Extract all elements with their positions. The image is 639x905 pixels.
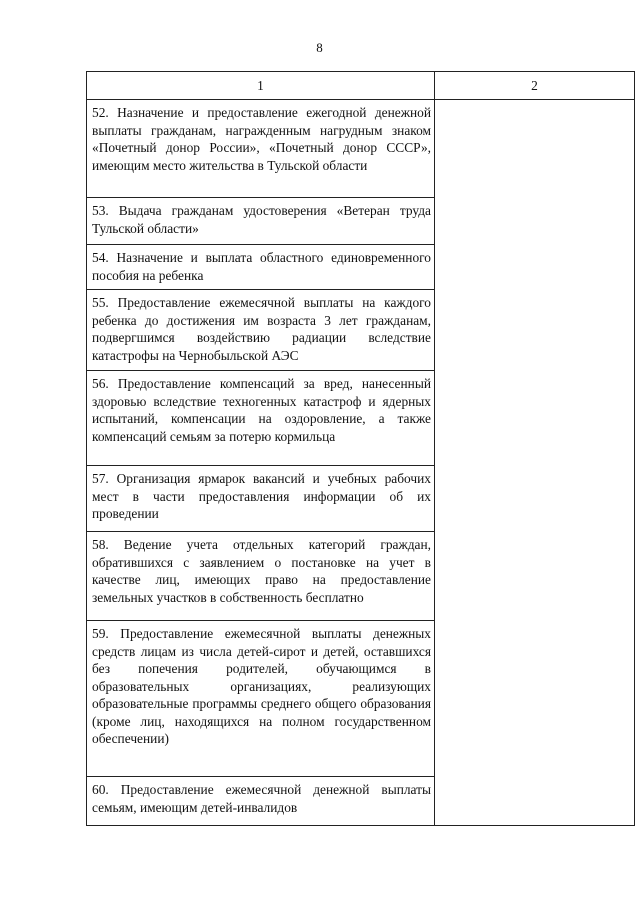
table-row <box>87 621 635 777</box>
empty-cell <box>435 466 635 532</box>
service-item-56: 56. Предоставление компенсаций за вред, нанесенный здоровью вследствие техногенных катастроф и ядерных испытаний, компенсации на оздоровление, а также компенсаций семьям за потерю кормильца <box>87 371 435 466</box>
column-header-1: 1 <box>87 72 435 100</box>
service-item-58: 58. Ведение учета отдельных категорий граждан, обратившихся с заявлением о постановке на учет в качестве лиц, имеющих право на предоставление земельных участков в собственность бесплатно <box>87 532 435 621</box>
empty-cell <box>435 100 635 198</box>
service-item-53: 53. Выдача гражданам удостоверения «Ветеран труда Тульской области» <box>87 198 435 245</box>
service-item-60: 60. Предоставление ежемесячной денежной выплаты семьям, имеющим детей-инвалидов <box>87 777 435 826</box>
empty-cell <box>435 532 635 621</box>
table-row <box>87 466 635 532</box>
empty-cell <box>435 290 635 371</box>
service-item-59: 59. Предоставление ежемесячной выплаты денежных средств лицам из числа детей-сирот и детей, оставшихся без попечения родителей, обучающимся в образовательных организациях, реализующих образовательные программы среднего общего образования (кроме лиц, находящихся на полном государственном обеспечении) <box>87 621 435 777</box>
services-table <box>86 71 635 826</box>
service-item-57: 57. Организация ярмарок вакансий и учебных рабочих мест в части предоставления информации об их проведении <box>87 466 435 532</box>
table-row <box>87 198 635 245</box>
service-item-54: 54. Назначение и выплата областного единовременного пособия на ребенка <box>87 245 435 290</box>
table-row <box>87 245 635 290</box>
empty-cell <box>435 777 635 826</box>
service-item-55: 55. Предоставление ежемесячной выплаты на каждого ребенка до достижения им возраста 3 лет гражданам, подвергшимся воздействию радиации вследствие катастрофы на Чернобыльской АЭС <box>87 290 435 371</box>
table-row <box>87 532 635 621</box>
column-header-2: 2 <box>435 72 635 100</box>
empty-cell <box>435 245 635 290</box>
service-item-52: 52. Назначение и предоставление ежегодной денежной выплаты гражданам, награжденным нагрудным знаком «Почетный донор России», «Почетный донор СССР», имеющим место жительства в Тульской области <box>87 100 435 198</box>
table-row <box>87 777 635 826</box>
empty-cell <box>435 621 635 777</box>
table-row <box>87 100 635 198</box>
table-header-row <box>87 72 635 100</box>
table-row <box>87 290 635 371</box>
page-number: 8 <box>316 40 323 55</box>
table-row <box>87 371 635 466</box>
empty-cell <box>435 198 635 245</box>
empty-cell <box>435 371 635 466</box>
